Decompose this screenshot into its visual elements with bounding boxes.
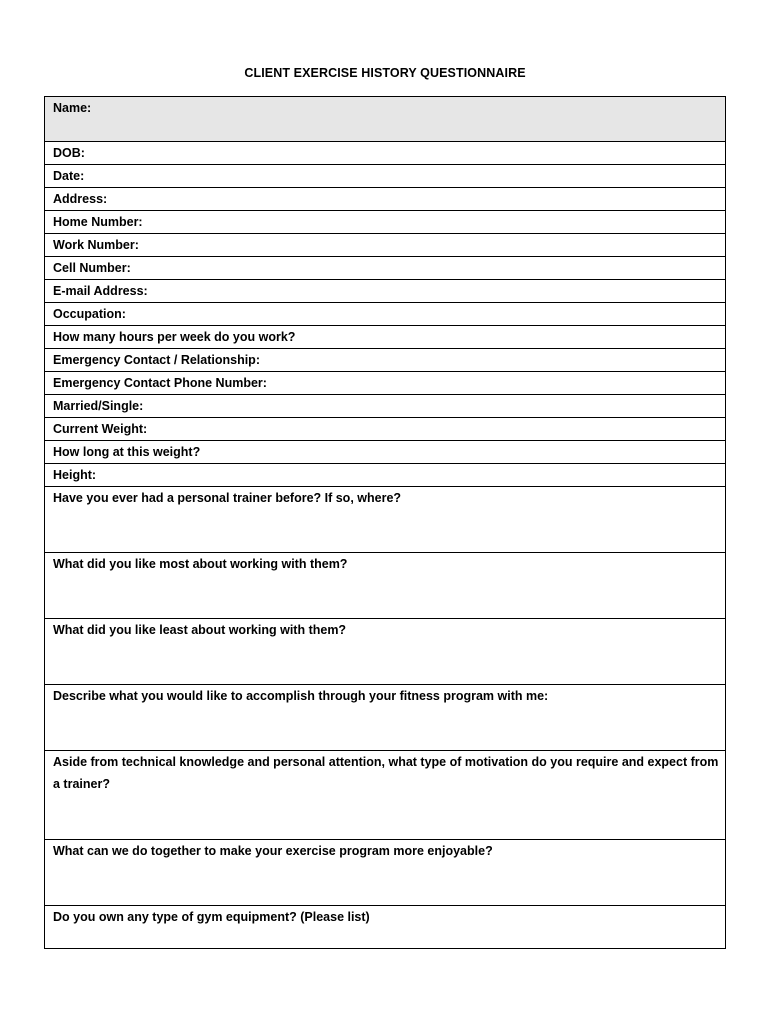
row-cell-number <box>45 257 726 280</box>
row-emergency-phone <box>45 372 726 395</box>
row-dob <box>45 142 726 165</box>
row-home-number <box>45 211 726 234</box>
row-date <box>45 165 726 188</box>
address-field[interactable]: Address: <box>45 188 726 211</box>
date-field[interactable]: Date: <box>45 165 726 188</box>
row-personal-trainer <box>45 487 726 553</box>
personal-trainer-question[interactable]: Have you ever had a personal trainer before? If so, where? <box>45 487 726 553</box>
cell-number-field[interactable]: Cell Number: <box>45 257 726 280</box>
liked-most-question[interactable]: What did you like most about working with them? <box>45 553 726 619</box>
married-single-field[interactable]: Married/Single: <box>45 395 726 418</box>
emergency-phone-field[interactable]: Emergency Contact Phone Number: <box>45 372 726 395</box>
row-height <box>45 464 726 487</box>
row-accomplish <box>45 685 726 751</box>
row-current-weight <box>45 418 726 441</box>
row-hours-per-week <box>45 326 726 349</box>
row-how-long-weight <box>45 441 726 464</box>
row-motivation <box>45 751 726 840</box>
gym-equipment-question[interactable]: Do you own any type of gym equipment? (Please list) <box>45 906 726 949</box>
row-enjoyable <box>45 840 726 906</box>
height-field[interactable]: Height: <box>45 464 726 487</box>
occupation-field[interactable]: Occupation: <box>45 303 726 326</box>
name-field[interactable]: Name: <box>45 97 726 142</box>
row-work-number <box>45 234 726 257</box>
motivation-question[interactable]: Aside from technical knowledge and personal attention, what type of motivation do you require and expect from a trainer? <box>45 751 726 840</box>
row-occupation <box>45 303 726 326</box>
row-liked-least <box>45 619 726 685</box>
home-number-field[interactable]: Home Number: <box>45 211 726 234</box>
dob-field[interactable]: DOB: <box>45 142 726 165</box>
accomplish-question[interactable]: Describe what you would like to accomplish through your fitness program with me: <box>45 685 726 751</box>
questionnaire-table <box>44 96 726 949</box>
enjoyable-question[interactable]: What can we do together to make your exercise program more enjoyable? <box>45 840 726 906</box>
row-address <box>45 188 726 211</box>
row-married-single <box>45 395 726 418</box>
row-gym-equipment <box>45 906 726 949</box>
row-emergency-contact <box>45 349 726 372</box>
row-email <box>45 280 726 303</box>
current-weight-field[interactable]: Current Weight: <box>45 418 726 441</box>
row-name <box>45 97 726 142</box>
row-liked-most <box>45 553 726 619</box>
liked-least-question[interactable]: What did you like least about working with them? <box>45 619 726 685</box>
work-number-field[interactable]: Work Number: <box>45 234 726 257</box>
form-title: CLIENT EXERCISE HISTORY QUESTIONNAIRE <box>244 66 526 80</box>
email-field[interactable]: E-mail Address: <box>45 280 726 303</box>
hours-per-week-field[interactable]: How many hours per week do you work? <box>45 326 726 349</box>
emergency-contact-field[interactable]: Emergency Contact / Relationship: <box>45 349 726 372</box>
how-long-weight-field[interactable]: How long at this weight? <box>45 441 726 464</box>
